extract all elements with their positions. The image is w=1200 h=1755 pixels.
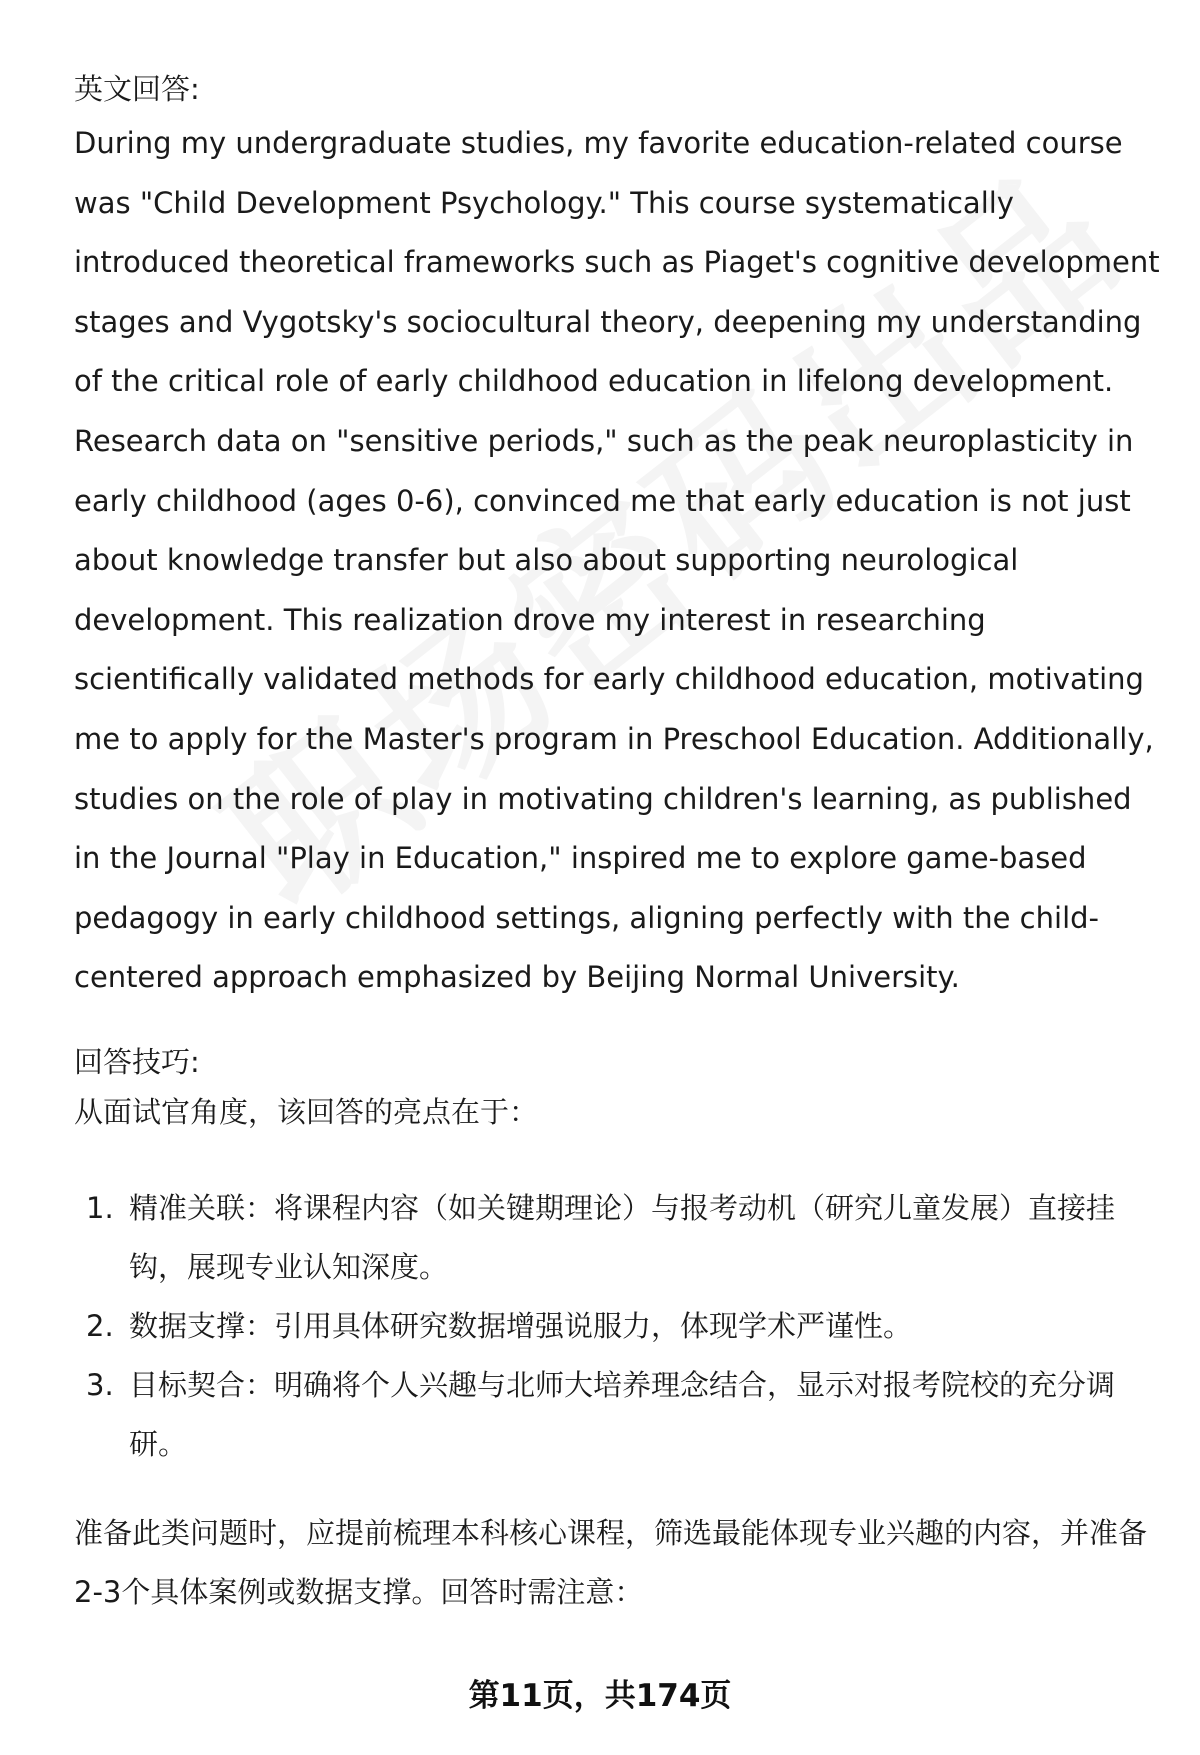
tips-list bbox=[74, 1179, 1164, 1474]
list-item-text: 数据支撑：引用具体研究数据增强说服力，体现学术严谨性。 bbox=[129, 1308, 913, 1343]
english-answer-paragraph: During my undergraduate studies, my favorite education-related course was "Child Development Psychology." This course systematically introduced theoretical frameworks such as Piaget's cognitive development stages and Vygotsky's sociocultural theory, deepening my understanding of the critical role of early childhood education in lifelong development. Research data on "sensitive periods," such as the peak neuroplasticity in early childhood (ages 0-6), convinced me that early education is not just about knowledge transfer but also about supporting neurological development. This realization drove my interest in researching scientifically validated methods for early childhood education, motivating me to apply for the Master's program in Preschool Education. Additionally, studies on the role of play in motivating children's learning, as published in the Journal "Play in Education," inspired me to explore game-based pedagogy in early childhood settings, aligning perfectly with the child-centered approach emphasized by Beijing Normal University. bbox=[74, 126, 1160, 995]
list-item bbox=[74, 1297, 1164, 1356]
tips-intro: 从面试官角度，该回答的亮点在于： bbox=[74, 1094, 539, 1129]
section-spacer bbox=[74, 1008, 1164, 1037]
list-item-number: 3. bbox=[86, 1367, 114, 1402]
list-item-text: 目标契合：明确将个人兴趣与北师大培养理念结合，显示对报考院校的充分调研。 bbox=[129, 1367, 1116, 1461]
list-item-number: 1. bbox=[86, 1190, 114, 1225]
list-item-number: 2. bbox=[86, 1308, 114, 1343]
document-page bbox=[74, 64, 1164, 1622]
english-answer-heading: 英文回答: bbox=[74, 72, 200, 106]
list-item bbox=[74, 1179, 1164, 1297]
tips-heading: 回答技巧: bbox=[74, 1044, 200, 1079]
list-item bbox=[74, 1356, 1164, 1474]
closing-paragraph: 准备此类问题时，应提前梳理本科核心课程，筛选最能体现专业兴趣的内容，并准备2-3个具体案例或数据支撑。回答时需注意： bbox=[74, 1515, 1148, 1609]
list-item-text: 精准关联：将课程内容（如关键期理论）与报考动机（研究儿童发展）直接挂钩，展现专业认知深度。 bbox=[129, 1190, 1116, 1284]
page-footer: 第11页，共174页 bbox=[468, 1678, 732, 1714]
